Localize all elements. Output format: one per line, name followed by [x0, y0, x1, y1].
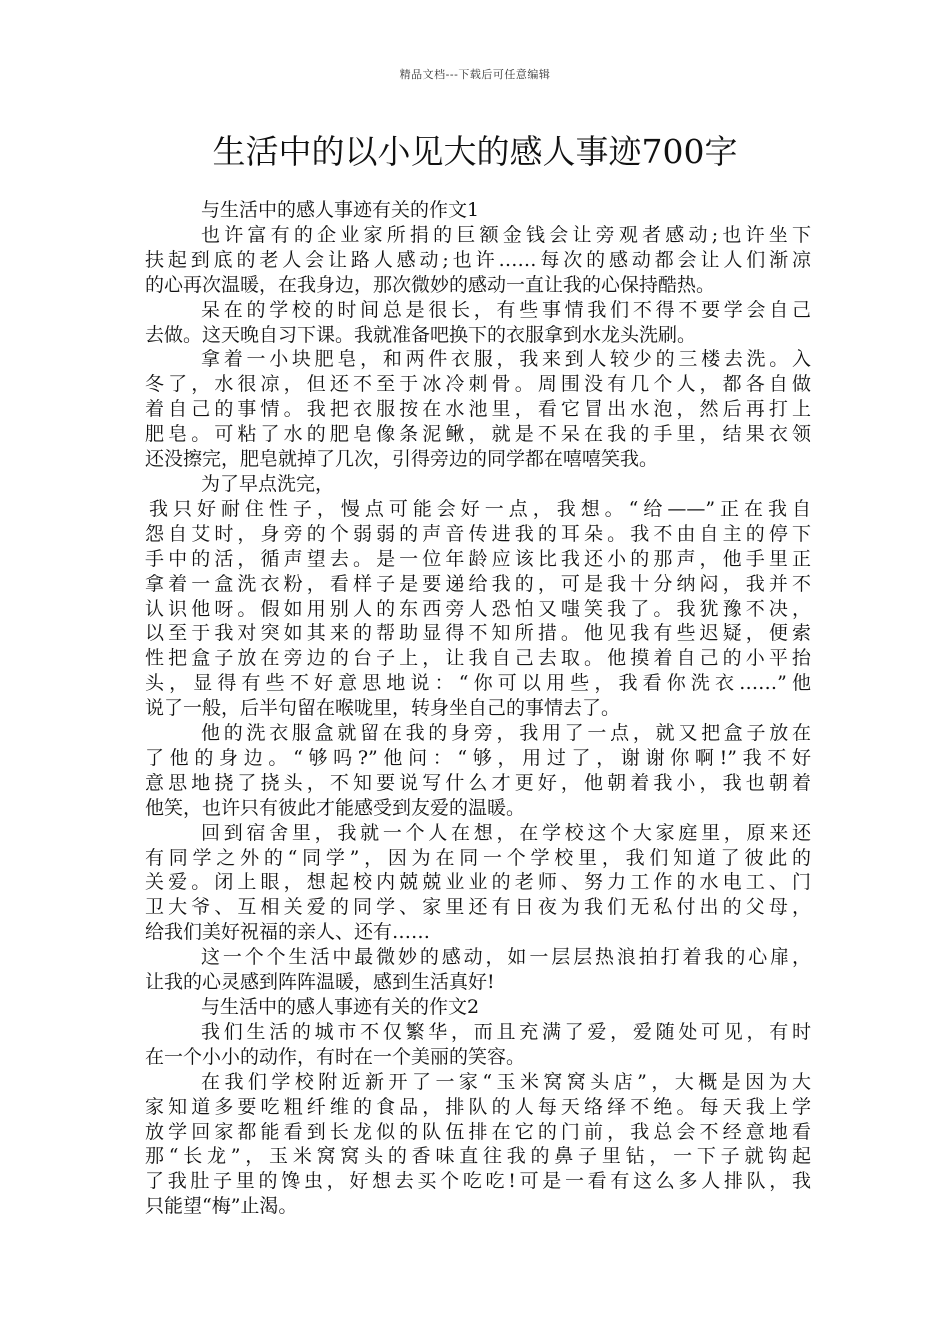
- text-line: 冬了，水很凉，但还不至于冰冷刺骨。周围没有几个人，都各自做: [145, 373, 811, 396]
- text-line: 我们生活的城市不仅繁华，而且充满了爱，爱随处可见，有时: [201, 1020, 811, 1043]
- text-line: 了他的身边。“够吗?”他问：“够，用过了，谢谢你啊!”我不好: [145, 746, 811, 769]
- text-line: 说了一般，后半句留在喉咙里，转身坐自己的事情去了。: [145, 697, 621, 720]
- text-line: 那“长龙”，玉米窝窝头的香味直往我的鼻子里钻，一下子就钩起: [145, 1145, 811, 1168]
- text-line: 家知道多要吃粗纤维的食品，排队的人每天络绎不绝。每天我上学: [145, 1095, 811, 1118]
- text-line: 手中的活，循声望去。是一位年龄应该比我还小的那声，他手里正: [145, 547, 811, 570]
- text-line: 肥皂。可粘了水的肥皂像条泥鳅，就是不呆在我的手里，结果衣领: [145, 423, 811, 446]
- text-line: 在一个小小的动作，有时在一个美丽的笑容。: [145, 1045, 526, 1068]
- article-body: [145, 198, 811, 1219]
- text-line: 卫大爷、互相关爱的同学、家里还有日夜为我们无私付出的父母，: [145, 896, 811, 919]
- text-line: 头，显得有些不好意思地说：“你可以用些，我看你洗衣……”他: [145, 672, 811, 695]
- text-line: 只能望“梅”止渴。: [145, 1195, 298, 1218]
- text-line: 呆在的学校的时间总是很长，有些事情我们不得不要学会自己: [201, 298, 811, 321]
- text-line: 回到宿舍里，我就一个人在想，在学校这个大家庭里，原来还: [201, 821, 811, 844]
- section-heading: 与生活中的感人事迹有关的作文1: [201, 199, 480, 221]
- text-line: 以至于我对突如其来的帮助显得不知所措。他见我有些迟疑，便索: [145, 622, 811, 645]
- text-line: 性把盒子放在旁边的台子上，让我自己去取。他摸着自己的小平抬: [145, 647, 811, 670]
- text-line: 怨自艾时，身旁的个弱弱的声音传进我的耳朵。我不由自主的停下: [145, 522, 811, 545]
- text-line: 拿着一小块肥皂，和两件衣服，我来到人较少的三楼去洗。入: [201, 348, 811, 371]
- text-line: 拿着一盒洗衣粉，看样子是要递给我的，可是我十分纳闷，我并不: [145, 572, 811, 595]
- text-line: 他的洗衣服盒就留在我的身旁，我用了一点，就又把盒子放在: [201, 722, 811, 745]
- text-line: 还没擦完，肥皂就掉了几次，引得旁边的同学都在嘻嘻笑我。: [145, 448, 659, 471]
- section-heading: 为了早点洗完，: [201, 472, 335, 495]
- text-line: 认识他呀。假如用别人的东西旁人恐怕又嗤笑我了。我犹豫不决，: [145, 597, 811, 620]
- text-line: 的心再次温暖，在我身边，那次微妙的感动一直让我的心保持酷热。: [145, 273, 716, 296]
- text-line: 了我肚子里的馋虫，好想去买个吃吃!可是一看有这么多人排队，我: [145, 1170, 811, 1193]
- text-line: 给我们美好祝福的亲人、还有……: [145, 921, 431, 944]
- text-line: 意思地挠了挠头，不知要说写什么才更好，他朝着我小，我也朝着: [145, 771, 811, 794]
- text-line: 去做。这天晚自习下课。我就准备吧换下的衣服拿到水龙头洗刷。: [145, 323, 697, 346]
- text-line: 也许富有的企业家所捐的巨额金钱会让旁观者感动;也许坐下: [201, 223, 811, 246]
- text-line: 扶起到底的老人会让路人感动;也许……每次的感动都会让人们渐凉: [145, 248, 811, 271]
- header-note: 精品文档---下载后可任意编辑: [399, 68, 551, 81]
- text-line: 他笑，也许只有彼此才能感受到友爱的温暖。: [145, 796, 526, 819]
- page-title: 生活中的以小见大的感人事迹700字: [212, 132, 738, 171]
- text-line: 我只好耐住性子，慢点可能会好一点，我想。“给——”正在我自: [149, 497, 811, 520]
- text-line: 在我们学校附近新开了一家“玉米窝窝头店”，大概是因为大: [201, 1070, 811, 1093]
- text-line: 关爱。闭上眼，想起校内兢兢业业的老师、努力工作的水电工、门: [145, 871, 811, 894]
- text-line: 让我的心灵感到阵阵温暖，感到生活真好!: [145, 971, 495, 994]
- text-line: 着自己的事情。我把衣服按在水池里，看它冒出水泡，然后再打上: [145, 398, 811, 421]
- section-heading: 与生活中的感人事迹有关的作文2: [201, 996, 480, 1018]
- text-line: 这一个个生活中最微妙的感动，如一层层热浪拍打着我的心扉，: [201, 946, 811, 969]
- text-line: 放学回家都能看到长龙似的队伍排在它的门前，我总会不经意地看: [145, 1120, 811, 1143]
- text-line: 有同学之外的“同学”，因为在同一个学校里，我们知道了彼此的: [145, 846, 811, 869]
